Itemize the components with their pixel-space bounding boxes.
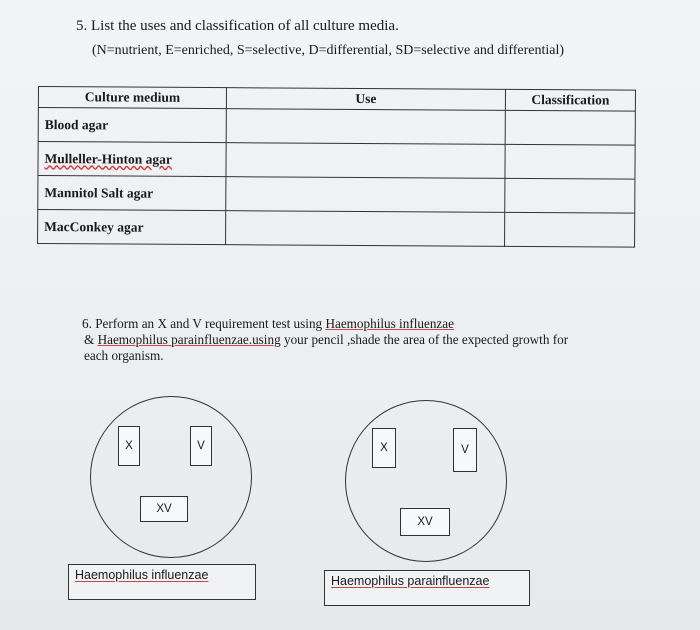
q6-line-2 <box>82 332 627 348</box>
table-row <box>38 176 635 214</box>
q6-text: 6. Perform an X and V requirement test using <box>82 316 326 331</box>
organism-name: Haemophilus parainfluenzae.using <box>97 331 281 347</box>
x-factor-disk: X <box>372 428 396 468</box>
plate-label-parainfluenzae <box>324 570 530 606</box>
medium-cell: MacConkey agar <box>38 210 226 245</box>
medium-cell: Mannitol Salt agar <box>38 176 226 211</box>
table-row <box>38 142 635 180</box>
header-use: Use <box>226 88 505 111</box>
header-classification: Classification <box>505 89 635 111</box>
agar-plate-influenzae[interactable] <box>90 396 252 558</box>
agar-plate-parainfluenzae[interactable] <box>345 400 507 562</box>
organism-label: Haemophilus influenzae <box>75 568 209 582</box>
x-factor-disk: X <box>118 426 140 466</box>
xv-factor-disk: XV <box>400 508 450 536</box>
culture-media-table <box>37 86 636 248</box>
medium-name: Mulleller-Hinton agar <box>44 150 172 167</box>
use-cell[interactable] <box>226 177 505 213</box>
question-6-text <box>82 316 627 364</box>
classification-cell[interactable] <box>505 144 635 179</box>
question-5-legend: (N=nutrient, E=enriched, S=selective, D=differential, SD=selective and differential) <box>92 43 565 58</box>
q6-text: & <box>84 331 98 347</box>
organism-label: Haemophilus parainfluenzae <box>331 574 490 588</box>
medium-cell: Blood agar <box>38 108 226 143</box>
use-cell[interactable] <box>226 109 505 145</box>
table-row <box>38 108 635 146</box>
xv-factor-disk: XV <box>140 496 188 522</box>
classification-cell[interactable] <box>505 178 635 213</box>
medium-cell <box>38 142 226 177</box>
classification-cell[interactable] <box>505 212 635 247</box>
table-row <box>38 210 635 248</box>
header-culture-medium: Culture medium <box>38 87 226 109</box>
q6-line-1 <box>82 316 627 332</box>
q6-text: your pencil ,shade the area of the expected growth for <box>280 331 569 347</box>
classification-cell[interactable] <box>505 110 635 145</box>
use-cell[interactable] <box>226 143 505 179</box>
organism-name: Haemophilus influenzae <box>325 316 454 331</box>
question-5-title: 5. List the uses and classification of all culture media. <box>76 18 399 34</box>
use-cell[interactable] <box>226 211 505 247</box>
v-factor-disk: V <box>190 426 212 466</box>
plate-label-influenzae <box>68 564 256 600</box>
q6-line-3: each organism. <box>84 347 164 363</box>
v-factor-disk: V <box>453 428 477 472</box>
